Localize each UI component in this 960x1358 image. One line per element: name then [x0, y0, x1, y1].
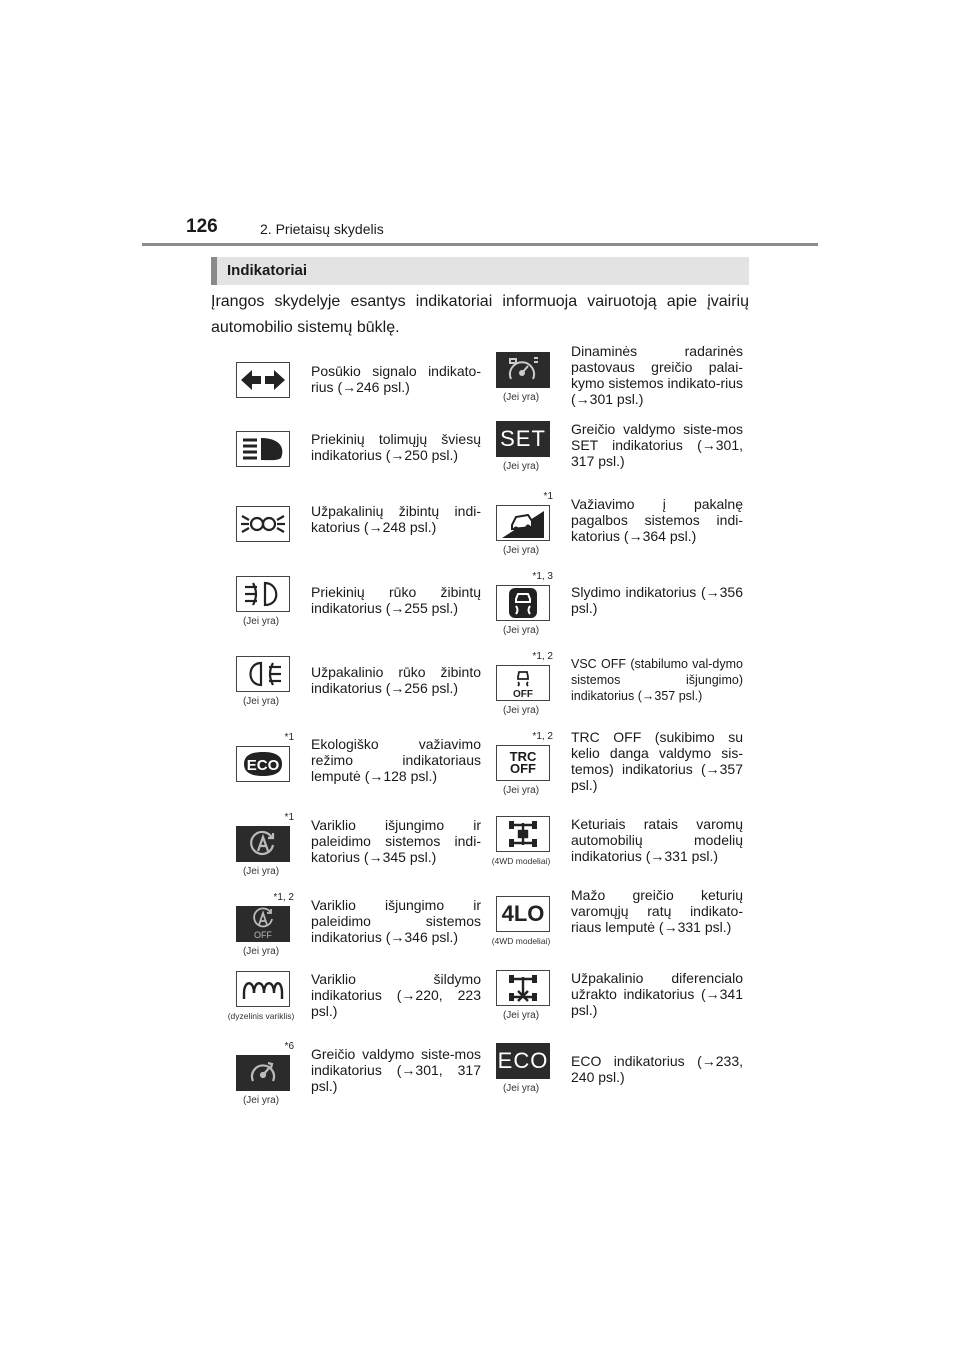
set-icon: [496, 421, 550, 457]
availability-note: (dyzelinis variklis): [227, 1011, 295, 1021]
4lo-icon: [496, 896, 550, 932]
vsc-off-icon: [496, 665, 550, 701]
availability-note: (4WD modeliai): [491, 856, 551, 866]
header-rule: [142, 243, 818, 246]
eco-indicator-icon: [496, 1043, 550, 1079]
eco-mode-icon: [236, 746, 290, 782]
footnote-marker: *1: [284, 812, 294, 823]
indicator-description: Priekinių rūko žibintų indikatorius (→255 psl.): [311, 584, 481, 616]
turn-signal-icon: [236, 362, 290, 398]
downhill-assist-icon: [496, 505, 550, 541]
rear-fog-icon: [236, 656, 290, 692]
glow-plug-icon: [236, 971, 290, 1007]
footnote-marker: *1, 2: [273, 892, 294, 903]
footnote-marker: *1, 2: [532, 731, 553, 742]
front-fog-icon: [236, 576, 290, 612]
high-beam-icon: [236, 431, 290, 467]
footnote-marker: *6: [284, 1041, 294, 1052]
indicator-description: Greičio valdymo siste-mos indikatorius (→301, 317 psl.): [311, 1046, 481, 1094]
indicator-description: Ekologiško važiavimo režimo indikatoriaus lemputė (→128 psl.): [311, 736, 481, 784]
availability-note: (Jei yra): [502, 705, 540, 716]
intro-paragraph: Įrangos skydelyje esantys indikatoriai informuoja vairuotoją apie įvairių automobilio sistemų būklę.: [211, 293, 749, 336]
off-label: OFF: [510, 761, 536, 776]
eco-label: ECO: [246, 757, 280, 774]
stop-start-off-icon: [236, 906, 290, 942]
trc-off-icon: [496, 745, 550, 781]
rear-diff-lock-icon: [496, 970, 550, 1006]
eco-indicator-label: ECO: [497, 1048, 549, 1073]
availability-note: (Jei yra): [502, 1083, 540, 1094]
trc-label: TRC: [509, 749, 537, 764]
indicator-description: Važiavimo į pakalnę pagalbos sistemos indi-katorius (→364 psl.): [571, 496, 743, 544]
stop-start-icon: [236, 826, 290, 862]
indicator-description: Priekinių tolimųjų šviesų indikatorius (→250 psl.): [311, 431, 481, 463]
footnote-marker: *1: [284, 732, 294, 743]
availability-note: (Jei yra): [242, 616, 280, 627]
indicator-description: TRC OFF (sukibimo su kelio danga valdymo sis-temos) indikatorius (→357 psl.): [571, 729, 743, 793]
indicator-description: Slydimo indikatorius (→356 psl.): [571, 584, 743, 616]
footnote-marker: *1, 2: [532, 651, 553, 662]
availability-note: (Jei yra): [502, 785, 540, 796]
off-label: OFF: [254, 930, 272, 940]
availability-note: (Jei yra): [242, 946, 280, 957]
indicator-description: Užpakalinio diferencialo užrakto indikatorius (→341 psl.): [571, 970, 743, 1018]
vsc-off-label: OFF: [513, 689, 533, 699]
indicator-description: Užpakalinio rūko žibinto indikatorius (→256 psl.): [311, 664, 481, 696]
availability-note: (Jei yra): [502, 392, 540, 403]
availability-note: (4WD modeliai): [491, 936, 551, 946]
indicator-description: Greičio valdymo siste-mos SET indikatorius (→301, 317 psl.): [571, 421, 743, 469]
availability-note: (Jei yra): [242, 1095, 280, 1106]
footnote-marker: *1: [543, 491, 553, 502]
availability-note: (Jei yra): [502, 1010, 540, 1021]
availability-note: (Jei yra): [502, 545, 540, 556]
4lo-label: 4LO: [501, 901, 545, 926]
availability-note: (Jei yra): [242, 866, 280, 877]
indicator-description: Dinaminės radarinės pastovaus greičio palai-kymo sistemos indikato-rius (→301 psl.): [571, 343, 743, 407]
indicator-description: Mažo greičio keturių varomųjų ratų indikato-riaus lemputė (→331 psl.): [571, 887, 743, 935]
section-title: Indikatoriai: [227, 262, 308, 279]
section-header: [211, 257, 749, 285]
radar-cruise-icon: [496, 352, 550, 388]
indicator-description: VSC OFF (stabilumo val-dymo sistemos išjungimo) indikatorius (→357 psl.): [571, 657, 743, 703]
indicator-description: Keturiais ratais varomų automobilių modelių indikatorius (→331 psl.): [571, 816, 743, 864]
indicator-description: Užpakalinių žibintų indi-katorius (→248 psl.): [311, 503, 481, 535]
indicator-description: ECO indikatorius (→233, 240 psl.): [571, 1053, 743, 1085]
indicator-description: Variklio išjungimo ir paleidimo sistemos indikatorius (→346 psl.): [311, 897, 481, 945]
set-label: SET: [500, 426, 546, 451]
indicator-description: Posūkio signalo indikato-rius (→246 psl.): [311, 363, 481, 395]
availability-note: (Jei yra): [502, 625, 540, 636]
chapter-title: 2. Prietaisų skydelis: [260, 221, 384, 237]
cruise-control-icon: [236, 1055, 290, 1091]
indicator-description: Variklio šildymo indikatorius (→220, 223 psl.): [311, 971, 481, 1019]
4wd-icon: [496, 816, 550, 852]
tail-light-icon: [236, 506, 290, 542]
indicator-description: Variklio išjungimo ir paleidimo sistemos indi-katorius (→345 psl.): [311, 817, 481, 865]
availability-note: (Jei yra): [502, 461, 540, 472]
slip-indicator-icon: [496, 585, 550, 621]
page-number: 126: [186, 216, 218, 237]
footnote-marker: *1, 3: [532, 571, 553, 582]
availability-note: (Jei yra): [242, 696, 280, 707]
